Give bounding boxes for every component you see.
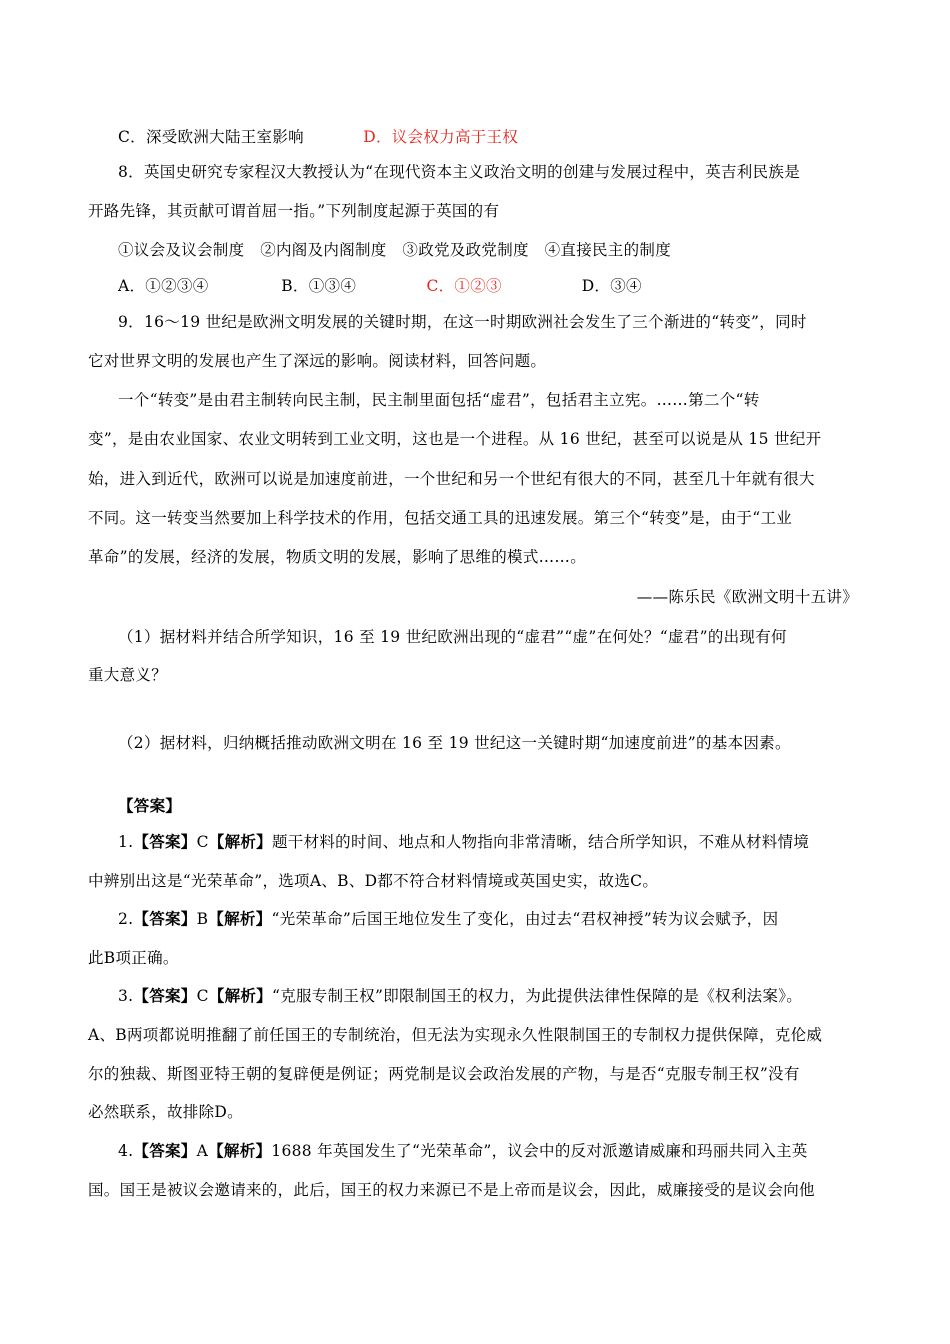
q7-option-d-correct: D．议会权力高于王权 bbox=[363, 128, 519, 146]
answer-2-tag: 【答案】 bbox=[133, 909, 197, 928]
q8-items: ①议会及议会制度 ②内阁及内阁制度 ③政党及政党制度 ④直接民主的制度 bbox=[118, 241, 672, 259]
answer-3-analysis-tag: 【解析】 bbox=[208, 986, 272, 1005]
q8-option-c-correct: C．①②③ bbox=[426, 277, 502, 295]
answer-1-line-2: 中辨别出这是“光荣革命”，选项A、B、D都不符合材料情境或英国史实，故选C。 bbox=[88, 872, 659, 890]
answer-1-analysis-text: 题干材料的时间、地点和人物指向非常清晰，结合所学知识，不难从材料情境 bbox=[271, 833, 810, 851]
q8-option-d: D．③④ bbox=[581, 277, 642, 295]
answer-2-number: 2. bbox=[118, 910, 134, 928]
q9-material-line-1: 一个“转变”是由君主制转向民主制，民主制里面包括“虚君”，包括君主立宪。……第二个“转 bbox=[118, 391, 760, 409]
q9-material-source: ——陈乐民《欧洲文明十五讲》 bbox=[636, 588, 858, 606]
answers-heading: 【答案】 bbox=[118, 796, 182, 815]
q9-material-line-2: 变”，是由农业国家、农业文明转到工业文明，这也是一个进程。从 16 世纪，甚至可以说是从 15 世纪开 bbox=[88, 430, 822, 448]
answer-3-key: C bbox=[196, 987, 209, 1005]
q9-material-line-5: 革命”的发展，经济的发展，物质文明的发展，影响了思维的模式……。 bbox=[88, 548, 587, 566]
answer-1-analysis-tag: 【解析】 bbox=[208, 832, 272, 851]
answer-3-tag: 【答案】 bbox=[133, 986, 197, 1005]
answer-1-line-1 bbox=[118, 831, 868, 853]
answer-4-tag: 【答案】 bbox=[133, 1141, 197, 1160]
answer-4-analysis-text: 1688 年英国发生了“光荣革命”，议会中的反对派邀请威廉和玛丽共同入主英 bbox=[271, 1142, 808, 1160]
answer-3-line-3: 尔的独裁、斯图亚特王朝的复辟便是例证；两党制是议会政治发展的产物，与是否“克服专制王权”没有 bbox=[88, 1065, 800, 1083]
answer-1-number: 1. bbox=[118, 833, 134, 851]
q9-stem-line-1: 9．16～19 世纪是欧洲文明发展的关键时期，在这一时期欧洲社会发生了三个渐进的“转变”，同时 bbox=[118, 313, 807, 331]
answer-2-analysis-tag: 【解析】 bbox=[208, 909, 272, 928]
answer-2-line-1 bbox=[118, 908, 868, 930]
answer-2-analysis-text: “光荣革命”后国王地位发生了变化，由过去“君权神授”转为议会赋予，因 bbox=[271, 910, 779, 928]
answer-1-key: C bbox=[196, 833, 209, 851]
answer-3-number: 3. bbox=[118, 987, 134, 1005]
answer-3-line-4: 必然联系，故排除D。 bbox=[88, 1103, 243, 1121]
answer-4-key: A bbox=[196, 1142, 209, 1160]
answer-3-line-1 bbox=[118, 985, 868, 1007]
answer-3-line-2: A、B两项都说明推翻了前任国王的专制统治，但无法为实现永久性限制国王的专制权力提供保障，克伦威 bbox=[88, 1026, 823, 1044]
q8-stem-line-1: 8．英国史研究专家程汉大教授认为“在现代资本主义政治文明的创建与发展过程中，英吉利民族是 bbox=[118, 163, 800, 181]
q8-option-a: A．①②③④ bbox=[118, 277, 209, 295]
q9-stem-line-2: 它对世界文明的发展也产生了深远的影响。阅读材料，回答问题。 bbox=[88, 352, 547, 370]
q9-material-line-3: 始，进入到近代，欧洲可以说是加速度前进，一个世纪和另一个世纪有很大的不同，甚至几十年就有很大 bbox=[88, 470, 815, 488]
q8-options bbox=[118, 275, 868, 297]
q7-option-c: C．深受欧洲大陆王室影响 bbox=[118, 128, 304, 146]
q9-material-line-4: 不同。这一转变当然要加上科学技术的作用，包括交通工具的迅速发展。第三个“转变”是，由于“工业 bbox=[88, 509, 793, 527]
q9-sub-question-1-line-2: 重大意义？ bbox=[88, 666, 168, 684]
q7-options-cd bbox=[118, 126, 868, 148]
q9-sub-question-2: （2）据材料，归纳概括推动欧洲文明在 16 至 19 世纪这一关键时期“加速度前进”的基本因素。 bbox=[118, 734, 791, 752]
answer-4-line-1 bbox=[118, 1140, 868, 1162]
answer-3-analysis-text: “克服专制王权”即限制国王的权力，为此提供法律性保障的是《权利法案》。 bbox=[271, 987, 803, 1005]
answer-2-key: B bbox=[196, 910, 209, 928]
answer-1-tag: 【答案】 bbox=[133, 832, 197, 851]
answer-2-line-2: 此B项正确。 bbox=[88, 949, 179, 967]
answer-4-analysis-tag: 【解析】 bbox=[208, 1141, 272, 1160]
q8-stem-line-2: 开路先锋，其贡献可谓首屈一指。”下列制度起源于英国的有 bbox=[88, 202, 500, 220]
q8-option-b: B．①③④ bbox=[281, 277, 357, 295]
q9-sub-question-1-line-1: （1）据材料并结合所学知识，16 至 19 世纪欧洲出现的“虚君”“虚”在何处？“虚君”的出现有何 bbox=[118, 628, 787, 646]
answer-4-line-2: 国。国王是被议会邀请来的，此后，国王的权力来源已不是上帝而是议会，因此，威廉接受的是议会向他 bbox=[88, 1181, 815, 1199]
answer-4-number: 4. bbox=[118, 1142, 134, 1160]
